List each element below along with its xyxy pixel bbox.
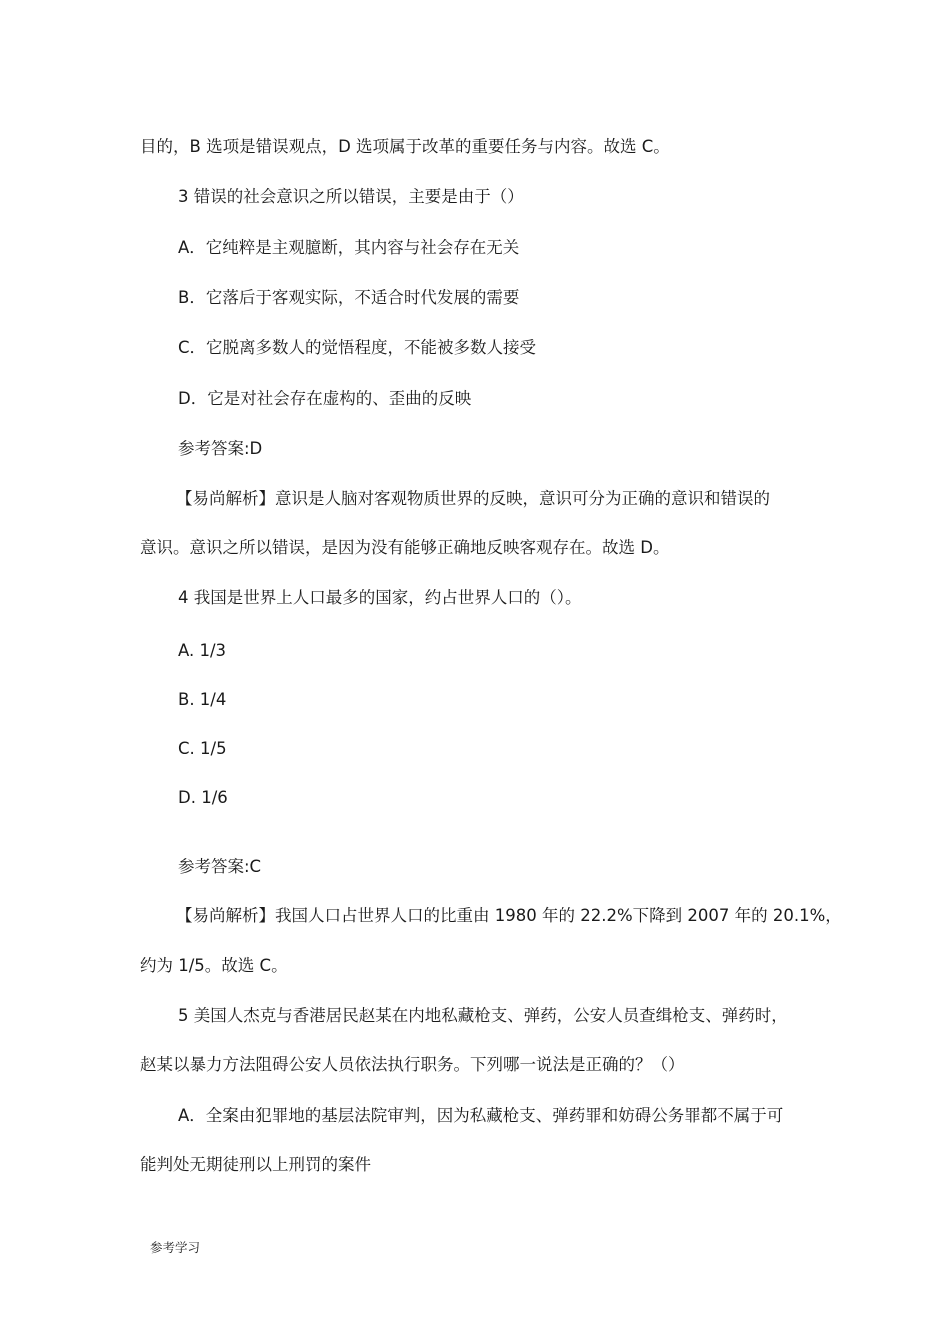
question-4-answer: 参考答案:C [178,857,262,876]
question-4-analysis: 【易尚解析】我国人口占世界人口的比重由 1980 年的 22.2%下降到 2007 年的 20.1%， [176,906,842,925]
question-3-option-d: D．它是对社会存在虚构的、歪曲的反映 [178,389,472,408]
question-4-option-b: B. 1/4 [178,690,227,709]
question-4-option-d: D. 1/6 [178,788,228,807]
question-5-stem-cont: 赵某以暴力方法阻碍公安人员依法执行职务。下列哪一说法是正确的？（） [140,1055,685,1074]
question-3-stem: 3 错误的社会意识之所以错误，主要是由于（） [178,187,524,206]
question-3-analysis-cont: 意识。意识之所以错误，是因为没有能够正确地反映客观存在。故选 D。 [140,538,670,557]
text-line: 目的，B 选项是错误观点，D 选项属于改革的重要任务与内容。故选 C。 [140,137,670,156]
question-3-option-c: C．它脱离多数人的觉悟程度，不能被多数人接受 [178,338,537,357]
question-4-analysis-cont: 约为 1/5。故选 C。 [140,956,288,975]
question-3-option-b: B．它落后于客观实际，不适合时代发展的需要 [178,288,520,307]
question-4-stem: 4 我国是世界上人口最多的国家，约占世界人口的（）。 [178,588,582,607]
question-5-stem: 5 美国人杰克与香港居民赵某在内地私藏枪支、弹药，公安人员查缉枪支、弹药时， [178,1006,788,1025]
question-4-option-a: A. 1/3 [178,641,227,660]
question-4-option-c: C. 1/5 [178,739,227,758]
question-3-analysis: 【易尚解析】意识是人脑对客观物质世界的反映，意识可分为正确的意识和错误的 [176,489,770,508]
question-3-answer: 参考答案:D [178,439,263,458]
question-3-option-a: A．它纯粹是主观臆断，其内容与社会存在无关 [178,238,520,257]
page-footer: 参考学习 [150,1240,201,1255]
question-5-option-a-cont: 能判处无期徒刑以上刑罚的案件 [140,1155,371,1174]
question-5-option-a: A．全案由犯罪地的基层法院审判，因为私藏枪支、弹药罪和妨碍公务罪都不属于可 [178,1106,784,1125]
